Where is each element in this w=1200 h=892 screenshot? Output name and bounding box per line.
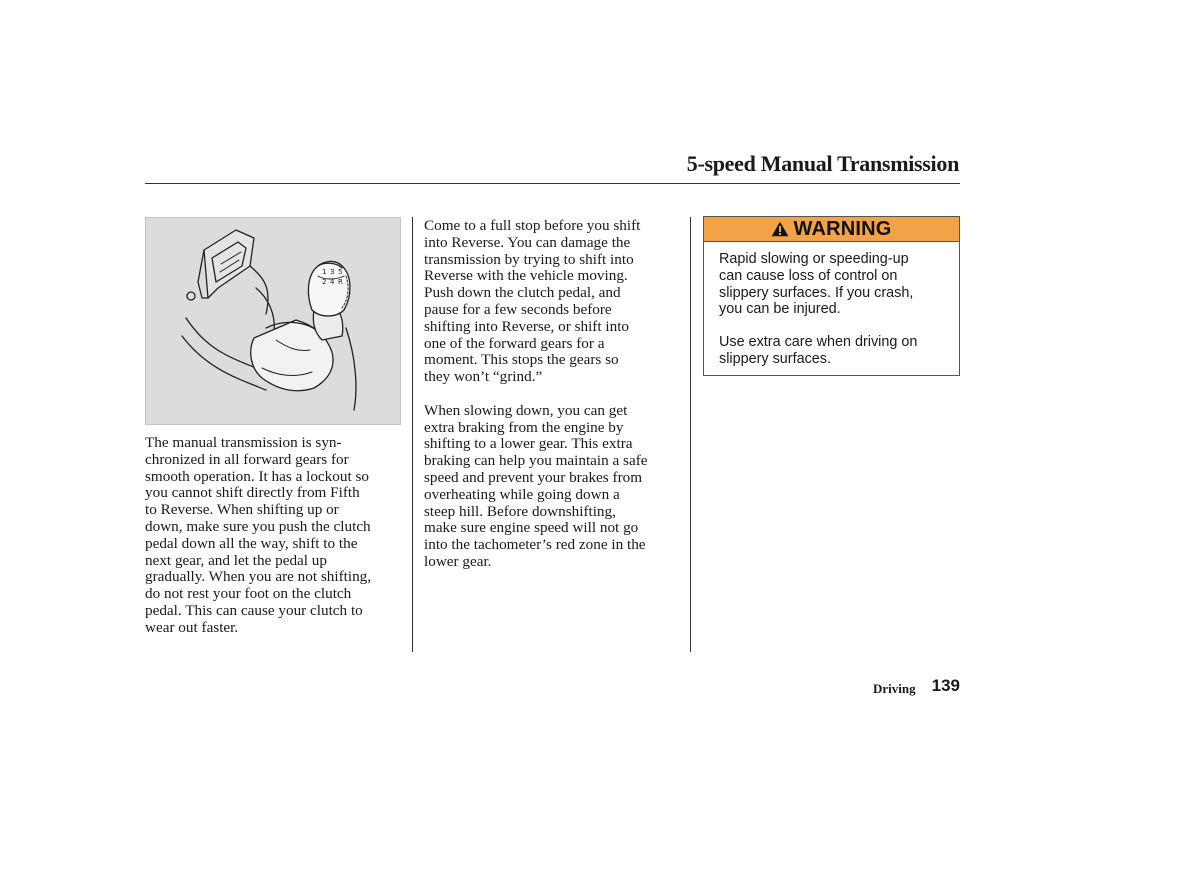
warning-triangle-icon [771, 221, 789, 237]
svg-text:4: 4 [330, 278, 335, 286]
warning-paragraph-1: Rapid slowing or speeding-up can cause loss of control on slippery surfaces. If you crash, you can be injured. [719, 251, 914, 318]
svg-text:5: 5 [338, 268, 343, 276]
page-number: 139 [931, 676, 960, 695]
footer-section-label: Driving [873, 681, 916, 696]
title-rule [145, 183, 960, 184]
warning-paragraph-2: Use extra care when driving on slippery surfaces. [719, 334, 918, 367]
warning-body [704, 242, 959, 368]
column-divider-right [690, 217, 691, 652]
transmission-overview-paragraph: The manual transmission is syn- chronized in all forward gears for smooth operation. It has a lockout so you cannot shift directly from Fifth to Reverse. When shifting up or down, make sure you push the clutch pedal down all the way, shift to the next gear, and let the pedal up gradually. When you are not shifting, do not rest your foot on the clutch pedal. This can cause your clutch to wear out faster. [145, 434, 372, 636]
warning-header [704, 217, 959, 242]
column-divider-left [412, 217, 413, 652]
svg-text:3: 3 [330, 268, 335, 276]
warning-label: WARNING [793, 217, 892, 240]
column2-text [424, 218, 686, 571]
svg-text:2: 2 [322, 278, 327, 286]
warning-box [703, 216, 960, 376]
svg-text:R: R [338, 278, 343, 286]
engine-braking-paragraph: When slowing down, you can get extra braking from the engine by shifting to a lower gear. This extra braking can help you maintain a safe speed and prevent your brakes from overheating while going down a steep hill. Before downshifting, make sure engine speed will not go into the tachometer’s red zone in the lower gear. [424, 401, 648, 570]
page-title: 5-speed Manual Transmission [686, 151, 959, 176]
gear-shifter-illustration [145, 217, 401, 425]
reverse-shift-paragraph: Come to a full stop before you shift into Reverse. You can damage the transmission by trying to shift into Reverse with the vehicle moving. Push down the clutch pedal, and pause for a few seconds before shifting into Reverse, or shift into one of the forward gears for a moment. This stops the gears so they won’t “grind.” [424, 217, 641, 386]
svg-text:1: 1 [322, 268, 327, 276]
gear-shifter-drawing [146, 218, 401, 425]
column1-text [145, 435, 407, 637]
